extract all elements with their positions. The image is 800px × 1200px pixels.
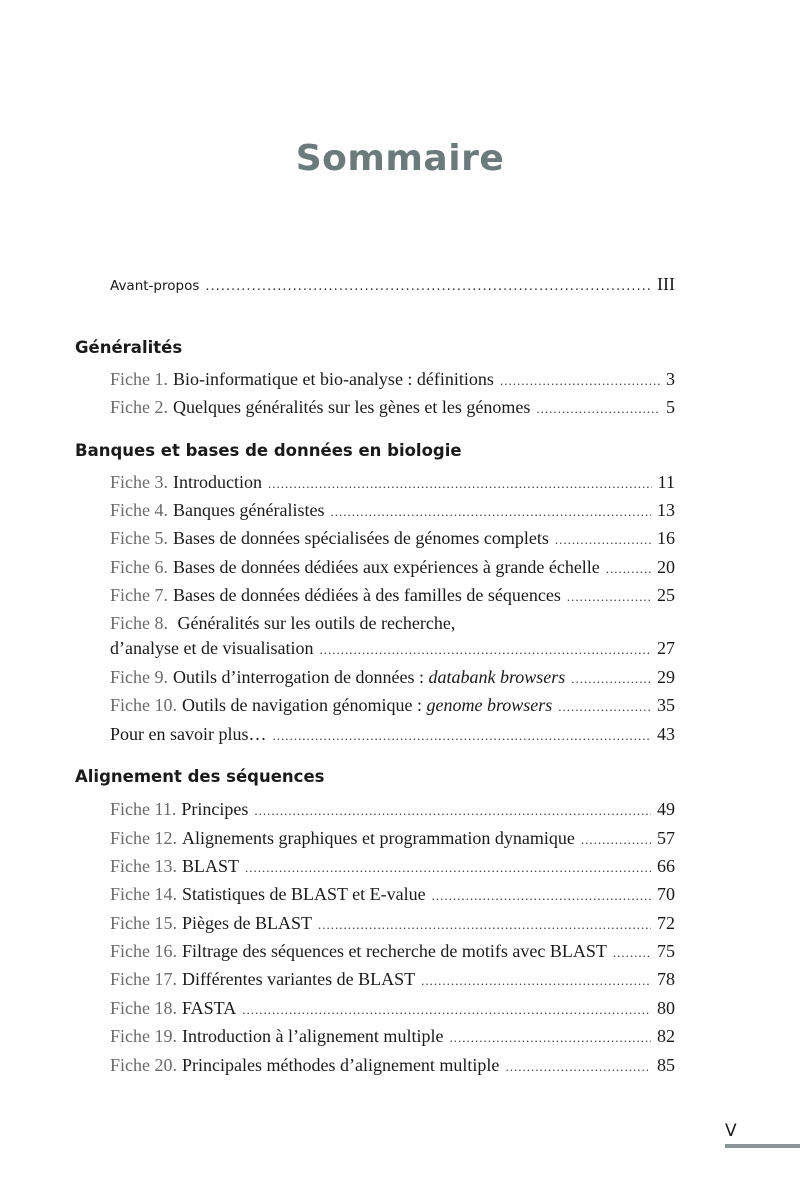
entry-label: Bases de données spécialisées de génomes complets <box>173 528 549 548</box>
dot-leader <box>254 803 651 819</box>
entry-prefix: Fiche 17. <box>110 969 177 989</box>
toc-entry-fiche-1[interactable] <box>110 369 675 390</box>
section-title-alignement: Alignement des séquences <box>75 767 325 786</box>
dot-leader <box>613 945 651 961</box>
entry-label: Quelques généralités sur les gènes et les génomes <box>173 397 531 417</box>
entry-page: 85 <box>657 1055 675 1075</box>
entry-prefix: Fiche 7. <box>110 585 168 605</box>
entry-prefix: Fiche 8. <box>110 613 168 633</box>
entry-page: 5 <box>666 397 675 417</box>
toc-entry-fiche-8[interactable] <box>110 638 675 659</box>
entry-prefix: Fiche 5. <box>110 528 168 548</box>
entry-page: 57 <box>657 828 675 848</box>
entry-label: Introduction à l’alignement multiple <box>182 1026 444 1046</box>
entry-prefix: Fiche 4. <box>110 500 168 520</box>
entry-label-text: Outils d’interrogation de données : <box>173 667 429 687</box>
entry-page: 49 <box>657 799 675 819</box>
entry-page: 75 <box>657 941 675 961</box>
entry-label: Pour en savoir plus… <box>110 724 267 744</box>
toc-entry-fiche-14[interactable] <box>110 884 675 905</box>
dot-leader <box>571 671 651 687</box>
entry-page: 35 <box>657 695 675 715</box>
dot-leader <box>205 279 651 294</box>
entry-page: 13 <box>657 500 675 520</box>
toc-entry-fiche-5[interactable] <box>110 528 675 549</box>
section-title-generalites: Généralités <box>75 338 183 357</box>
entry-label: Filtrage des séquences et recherche de motifs avec BLAST <box>182 941 607 961</box>
entry-label <box>182 695 552 716</box>
dot-leader <box>449 1030 651 1046</box>
page-title: Sommaire <box>295 138 505 179</box>
toc-entry-fiche-10[interactable] <box>110 695 675 716</box>
entry-prefix: Fiche 10. <box>110 695 177 715</box>
entry-label: Bio-informatique et bio-analyse : définitions <box>173 369 494 389</box>
toc-entry-fiche-6[interactable] <box>110 557 675 578</box>
entry-label: Principales méthodes d’alignement multiple <box>182 1055 500 1075</box>
toc-entry-fiche-3[interactable] <box>110 472 675 493</box>
entry-label: Statistiques de BLAST et E-value <box>182 884 426 904</box>
entry-prefix: Fiche 6. <box>110 557 168 577</box>
entry-label-italic: genome browsers <box>426 695 553 715</box>
entry-page: 27 <box>657 638 675 658</box>
dot-leader <box>606 561 651 577</box>
toc-entry-fiche-11[interactable] <box>110 799 675 820</box>
entry-label: d’analyse et de visualisation <box>110 638 314 658</box>
entry-page: 70 <box>657 884 675 904</box>
entry-label: FASTA <box>182 998 237 1018</box>
entry-label: Alignements graphiques et programmation dynamique <box>182 828 575 848</box>
entry-prefix: Fiche 13. <box>110 856 177 876</box>
entry-page: 82 <box>657 1026 675 1046</box>
toc-entry-fiche-15[interactable] <box>110 913 675 934</box>
entry-page: 80 <box>657 998 675 1018</box>
toc-entry-fiche-17[interactable] <box>110 969 675 990</box>
dot-leader <box>421 973 651 989</box>
toc-entry-fiche-20[interactable] <box>110 1055 675 1076</box>
dot-leader <box>245 860 651 876</box>
toc-entry-fiche-8-line1[interactable] <box>110 613 455 634</box>
toc-entry-fiche-4[interactable] <box>110 500 675 521</box>
dot-leader <box>581 832 651 848</box>
dot-leader <box>268 476 652 492</box>
entry-prefix: Fiche 15. <box>110 913 177 933</box>
toc-entry-fiche-9[interactable] <box>110 667 675 688</box>
section-title-banques: Banques et bases de données en biologie <box>75 441 462 460</box>
entry-prefix: Fiche 14. <box>110 884 177 904</box>
entry-label: Généralités sur les outils de recherche, <box>177 613 456 633</box>
entry-page: 20 <box>657 557 675 577</box>
dot-leader <box>536 401 660 417</box>
dot-leader <box>558 699 651 715</box>
dot-leader <box>242 1002 651 1018</box>
entry-prefix: Fiche 20. <box>110 1055 177 1075</box>
toc-entry-fiche-2[interactable] <box>110 397 675 418</box>
dot-leader <box>319 642 651 658</box>
entry-label: Différentes variantes de BLAST <box>182 969 416 989</box>
entry-prefix: Fiche 1. <box>110 369 168 389</box>
entry-page: 66 <box>657 856 675 876</box>
entry-label <box>173 667 565 688</box>
page-number: V <box>725 1121 737 1141</box>
entry-label: Banques généralistes <box>173 500 325 520</box>
toc-entry-fiche-12[interactable] <box>110 828 675 849</box>
entry-page: 11 <box>657 472 675 492</box>
entry-prefix: Fiche 12. <box>110 828 177 848</box>
entry-page: 16 <box>657 528 675 548</box>
entry-page: 29 <box>657 667 675 687</box>
entry-prefix: Fiche 19. <box>110 1026 177 1046</box>
dot-leader <box>567 589 651 605</box>
entry-prefix: Fiche 3. <box>110 472 168 492</box>
entry-page: 43 <box>657 724 675 744</box>
entry-label: Pièges de BLAST <box>182 913 312 933</box>
entry-label-text: Outils de navigation génomique : <box>182 695 427 715</box>
toc-entry-pour-en-savoir-plus[interactable] <box>110 724 675 745</box>
entry-label: BLAST <box>182 856 240 876</box>
entry-label: Bases de données dédiées à des familles de séquences <box>173 585 561 605</box>
entry-prefix: Fiche 16. <box>110 941 177 961</box>
entry-prefix: Fiche 9. <box>110 667 168 687</box>
toc-entry-fiche-13[interactable] <box>110 856 675 877</box>
entry-page: 25 <box>657 585 675 605</box>
dot-leader <box>555 532 651 548</box>
dot-leader <box>500 373 660 389</box>
dot-leader <box>318 917 651 933</box>
entry-label: Avant-propos <box>110 278 200 294</box>
toc-entry-fiche-7[interactable] <box>110 585 675 606</box>
entry-page: 78 <box>657 969 675 989</box>
toc-entry-fiche-18[interactable] <box>110 998 675 1019</box>
entry-page: III <box>657 274 675 294</box>
entry-prefix: Fiche 11. <box>110 799 177 819</box>
footer-rule-divider <box>725 1144 800 1148</box>
entry-page: 3 <box>666 369 675 389</box>
entry-page: 72 <box>657 913 675 933</box>
toc-entry-avant-propos[interactable] <box>110 274 675 295</box>
entry-prefix: Fiche 18. <box>110 998 177 1018</box>
dot-leader <box>330 504 651 520</box>
entry-label: Introduction <box>173 472 262 492</box>
entry-label: Principes <box>181 799 249 819</box>
entry-label-italic: databank browsers <box>428 667 566 687</box>
dot-leader <box>505 1059 651 1075</box>
toc-entry-fiche-16[interactable] <box>110 941 675 962</box>
entry-prefix: Fiche 2. <box>110 397 168 417</box>
toc-entry-fiche-19[interactable] <box>110 1026 675 1047</box>
entry-label: Bases de données dédiées aux expériences à grande échelle <box>173 557 600 577</box>
dot-leader <box>432 888 651 904</box>
dot-leader <box>273 728 652 744</box>
